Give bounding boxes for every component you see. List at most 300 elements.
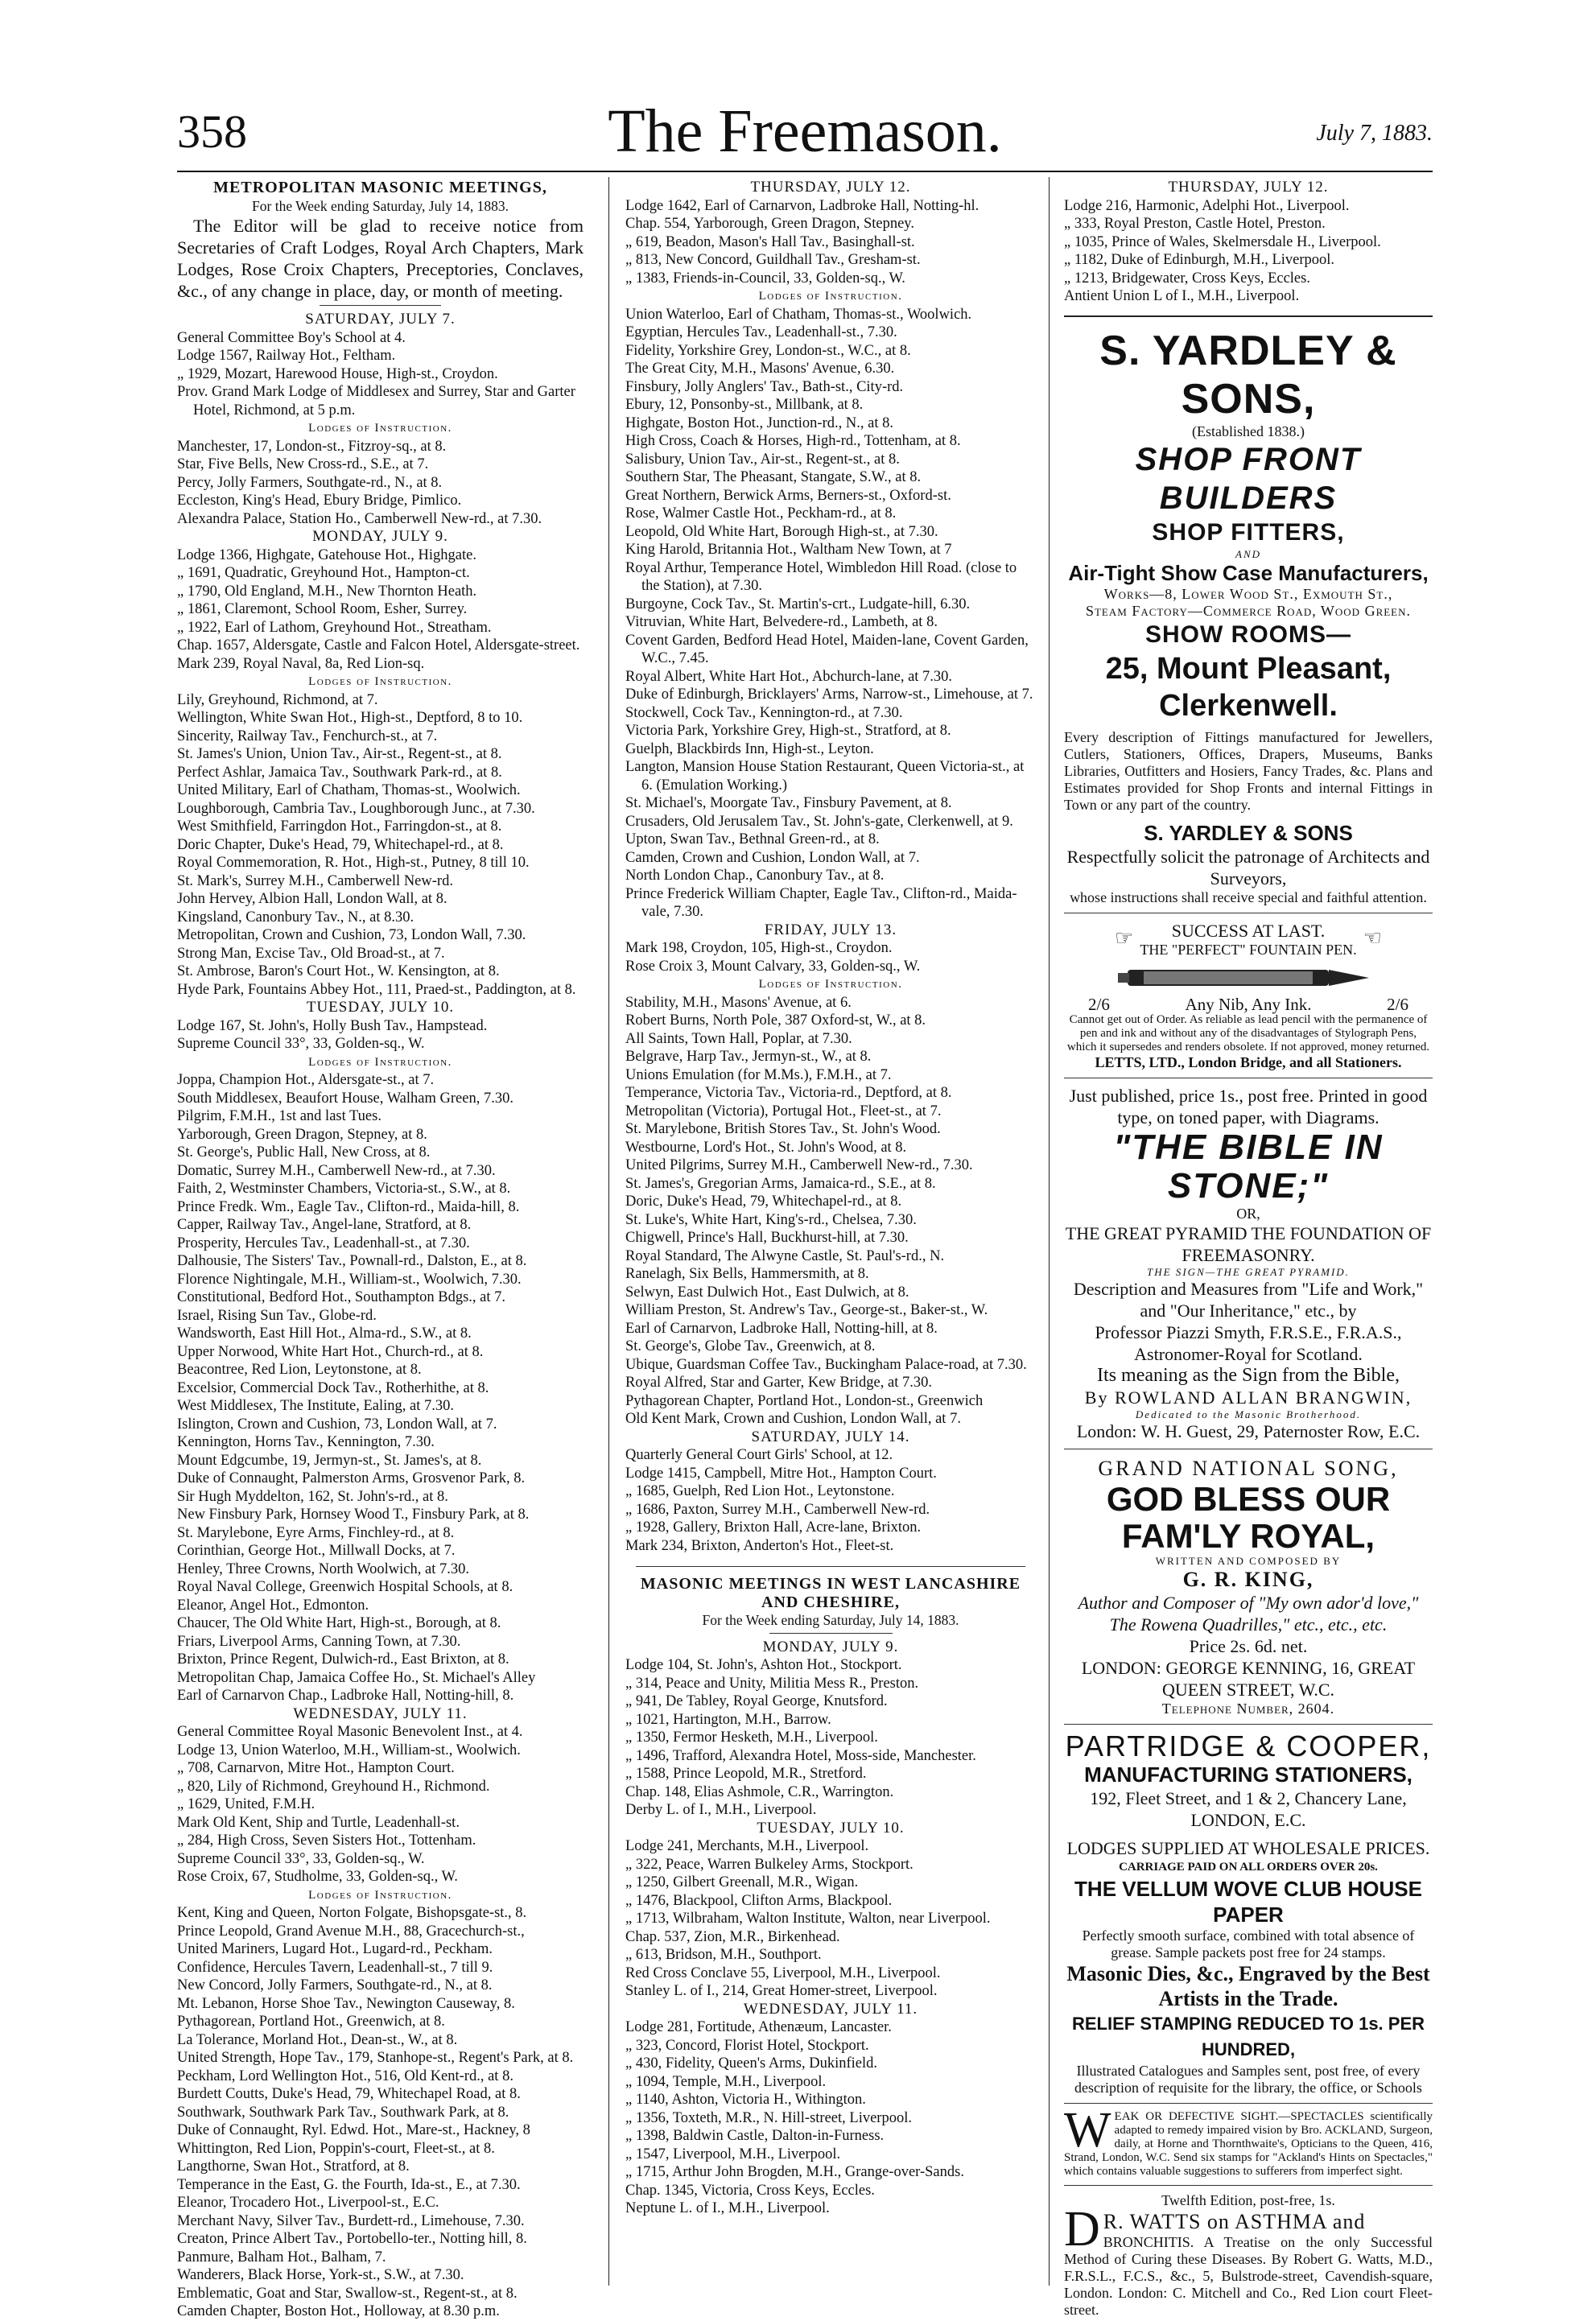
meeting-entry: Red Cross Conclave 55, Liverpool, M.H., Liverpool. bbox=[625, 1964, 941, 1981]
meeting-entry: Wandsworth, East Hill Hot., Alma-rd., S.W., at 8. bbox=[177, 1325, 472, 1342]
meeting-entry: Eleanor, Angel Hot., Edmonton. bbox=[177, 1597, 369, 1614]
bible-meaning: Its meaning as the Sign from the Bible, bbox=[1097, 1365, 1400, 1386]
meeting-entry: Victoria Park, Yorkshire Grey, High-st., Stratford, at 8. bbox=[625, 723, 951, 739]
yardley-show-rooms: SHOW ROOMS— bbox=[1145, 620, 1351, 648]
meeting-entry: King Harold, Britannia Hot., Waltham New Town, at 7 bbox=[625, 542, 952, 558]
meeting-entry: Brixton, Prince Regent, Dulwich-rd., East Brixton, at 8. bbox=[177, 1651, 509, 1668]
meeting-entry: „ 1476, Blackpool, Clifton Arms, Blackpool. bbox=[625, 1892, 893, 1909]
meeting-entry: United Strength, Hope Tav., 179, Stanhope-st., Regent's Park, at 8. bbox=[177, 2050, 574, 2066]
meeting-entry: „ 1250, Gilbert Greenall, M.R., Wigan. bbox=[625, 1874, 859, 1890]
yardley-solicit: Respectfully solicit the patronage of Architects and Surveyors, bbox=[1066, 846, 1430, 888]
song-title: GOD BLESS OUR FAM'LY ROYAL, bbox=[1106, 1480, 1391, 1555]
meeting-entry: „ 1790, Old England, M.H., New Thornton Heath. bbox=[177, 583, 477, 600]
day-heading: MONDAY, JULY 9. bbox=[762, 1638, 899, 1655]
meeting-entry: „ 1182, Duke of Edinburgh, M.H., Liverpool. bbox=[1064, 252, 1335, 268]
meeting-entry: Lily, Greyhound, Richmond, at 7. bbox=[177, 691, 378, 708]
meeting-entry: Camden Chapter, Boston Hot., Holloway, at 8.30 p.m. bbox=[177, 2303, 500, 2319]
meeting-entry: „ 1350, Fermor Hesketh, M.H., Liverpool. bbox=[625, 1729, 878, 1746]
meeting-entry: „ 1356, Toxteth, M.R., N. Hill-street, Liverpool. bbox=[625, 2109, 912, 2126]
yardley-body: Every description of Fittings manufactured for Jewellers, Cutlers, Stationers, Offices, Drapers, Museums, Banks Libraries, Outfitters and Hosiers, Fancy Trades, &c. Plans and Estimates provided for Shop Fronts and internal Fittings in Town or any part of the country. bbox=[1064, 728, 1433, 813]
meeting-entry: Unions Emulation (for M.Ms.), F.M.H., at 7. bbox=[625, 1066, 892, 1083]
meeting-entry: Mt. Lebanon, Horse Shoe Tav., Newington Causeway, 8. bbox=[177, 1995, 515, 2012]
meeting-entry: Metropolitan (Victoria), Portugal Hot., Fleet-st., at 7. bbox=[625, 1103, 942, 1119]
meeting-entry: Guelph, Blackbirds Inn, High-st., Leyton. bbox=[625, 740, 874, 757]
meeting-entry: Covent Garden, Bedford Head Hotel, Maiden-lane, Covent Garden, W.C., 7.45. bbox=[625, 632, 1029, 666]
meeting-entry: Manchester, 17, London-st., Fitzroy-sq., at 8. bbox=[177, 438, 447, 455]
meeting-entry: Whittington, Red Lion, Poppin's-court, Fleet-st., at 8. bbox=[177, 2140, 495, 2157]
meeting-entry: „ 1021, Hartington, M.H., Barrow. bbox=[625, 1711, 831, 1728]
meeting-entry: Upton, Swan Tav., Bethnal Green-rd., at 8. bbox=[625, 831, 880, 847]
meeting-entry: „ 1547, Liverpool, M.H., Liverpool. bbox=[625, 2146, 841, 2162]
pen-subheadline: THE "PERFECT" FOUNTAIN PEN. bbox=[1140, 941, 1357, 958]
meeting-entry: Lodge 1366, Highgate, Gatehouse Hot., Highgate. bbox=[177, 546, 476, 563]
sight-text: EAK OR DEFECTIVE SIGHT.—SPECTACLES scientifically adapted to remedy impaired vision by Bro. ACKLAND, Surgeon, daily, at Horne and Thornthwaite's, Opticians to the Queen, 416, Strand, London, W.C. Send six stamps for "Ackland's Hints on Spectacles," which contains valuable suggestions to sufferers from imperfect sight. bbox=[1064, 2110, 1433, 2178]
meeting-entry: Creaton, Prince Albert Tav., Portobello-ter., Notting hill, 8. bbox=[177, 2231, 527, 2247]
meeting-entry: „ 1094, Temple, M.H., Liverpool. bbox=[625, 2073, 827, 2090]
meeting-entry: Wanderers, Black Horse, York-st., S.W., at 7.30. bbox=[177, 2267, 464, 2283]
bible-subtitle: THE GREAT PYRAMID THE FOUNDATION OF FREEMASONRY. bbox=[1065, 1223, 1432, 1265]
meeting-entry: „ 323, Concord, Florist Hotel, Stockport. bbox=[625, 2037, 869, 2054]
meeting-entry: Chap. 1657, Aldersgate, Castle and Falcon Hotel, Aldersgate-street. bbox=[177, 637, 580, 653]
partridge-dies: Masonic Dies, &c., Engraved by the Best Artists in the Trade. bbox=[1066, 1962, 1430, 2010]
meeting-entry: Confidence, Hercules Tavern, Leadenhall-st., 7 till 9. bbox=[177, 1959, 493, 1976]
meeting-entry: Stanley L. of I., 214, Great Homer-street, Liverpool. bbox=[625, 1983, 938, 1999]
national-song-advertisement bbox=[1064, 1456, 1433, 1717]
meeting-entry: Doric Chapter, Duke's Head, 79, Whitechapel-rd., at 8. bbox=[177, 836, 504, 853]
meeting-entry: Highgate, Boston Hot., Junction-rd., N., at 8. bbox=[625, 414, 893, 431]
bible-professor: Professor Piazzi Smyth, F.R.S.E., F.R.A.S., Astronomer-Royal for Scotland. bbox=[1095, 1322, 1402, 1364]
meeting-entry: „ 1928, Gallery, Brixton Hall, Acre-lane, Brixton. bbox=[625, 1519, 922, 1536]
meeting-entry: St. Mark's, Surrey M.H., Camberwell New-rd. bbox=[177, 872, 453, 889]
song-publisher: LONDON: GEORGE KENNING, 16, GREAT QUEEN STREET, W.C. bbox=[1081, 1658, 1416, 1700]
bible-dedicated: Dedicated to the Masonic Brotherhood. bbox=[1135, 1408, 1362, 1420]
pen-price-row bbox=[1064, 996, 1433, 1014]
spectacles-advertisement bbox=[1064, 2103, 1433, 2179]
yardley-works: Works—8, Lower Wood St., Exmouth St., bbox=[1103, 585, 1393, 602]
meeting-entry: Camden, Crown and Cushion, London Wall, at 7. bbox=[625, 849, 920, 866]
song-heading: GRAND NATIONAL SONG, bbox=[1098, 1457, 1399, 1480]
editor-note: The Editor will be glad to receive notice from Secretaries of Craft Lodges, Royal Arch Chapters, Mark Lodges, Rose Croix Chapters, Preceptories, Conclaves, &c., of any change in place, day, or month of meeting. bbox=[177, 216, 584, 301]
meeting-entry: Royal Alfred, Star and Garter, Kew Bridge, at 7.30. bbox=[625, 1375, 932, 1391]
meeting-entry: Sincerity, Railway Tav., Fenchurch-st., at 7. bbox=[177, 728, 438, 744]
meeting-entry: Loughborough, Cambria Tav., Loughborough Junc., at 7.30. bbox=[177, 800, 535, 817]
meeting-entry: Royal Commemoration, R. Hot., High-st., Putney, 8 till 10. bbox=[177, 855, 530, 871]
meeting-entry: „ 813, New Concord, Guildhall Tav., Gresham-st. bbox=[625, 252, 921, 268]
meeting-entry: Chap. 554, Yarborough, Green Dragon, Stepney. bbox=[625, 216, 914, 232]
meeting-entry: „ 1140, Ashton, Victoria H., Withington. bbox=[625, 2092, 866, 2108]
lodges-of-instruction-heading: Lodges of Instruction. bbox=[308, 422, 452, 435]
meeting-entry: Antient Union L of I., M.H., Liverpool. bbox=[1064, 288, 1300, 304]
meeting-entry: Hyde Park, Fountains Abbey Hot., 111, Praed-st., Paddington, at 8. bbox=[177, 981, 576, 998]
meeting-entry: St. James's, Gregorian Arms, Jamaica-rd., S.E., at 8. bbox=[625, 1175, 936, 1192]
meeting-entry: Southwark, Southwark Park Tav., Southwark Park, at 8. bbox=[177, 2104, 509, 2121]
song-author: G. R. KING, bbox=[1182, 1568, 1314, 1591]
meeting-entry: Dalhousie, The Sisters' Tav., Pownall-rd., Dalston, E., at 8. bbox=[177, 1253, 527, 1269]
meeting-entry: Old Kent Mark, Crown and Cushion, London Wall, at 7. bbox=[625, 1411, 961, 1427]
meeting-entry: Upper Norwood, White Hart Hot., Church-rd., at 8. bbox=[177, 1343, 484, 1360]
bible-or: OR, bbox=[1236, 1206, 1260, 1222]
ad-rule bbox=[1064, 2103, 1433, 2104]
meeting-entry: „ 1929, Mozart, Harewood House, High-st., Croydon. bbox=[177, 365, 498, 382]
meeting-entry: Earl of Carnarvon, Ladbroke Hall, Notting-hill, at 8. bbox=[625, 1320, 938, 1337]
meeting-entry: Union Waterloo, Earl of Chatham, Thomas-st., Woolwich. bbox=[625, 306, 972, 323]
meeting-entry: „ 1686, Paxton, Surrey M.H., Camberwell New-rd. bbox=[625, 1501, 930, 1518]
section-rule bbox=[769, 1633, 893, 1634]
day-heading: SATURDAY, JULY 14. bbox=[751, 1428, 910, 1445]
song-credit: Author and Composer of "My own ador'd love," The Rowena Quadrilles," etc., etc., etc. bbox=[1078, 1593, 1419, 1635]
meeting-entry: St. Luke's, White Hart, King's-rd., Chelsea, 7.30. bbox=[625, 1211, 917, 1228]
column-meetings-continued bbox=[625, 179, 1036, 2291]
meeting-entry: Duke of Connaught, Ryl. Edwd. Hot., Mare-st., Hackney, 8 bbox=[177, 2122, 530, 2138]
pointing-hand-icon: ☞ bbox=[1115, 926, 1134, 950]
meeting-entry: Mark 198, Croydon, 105, High-st., Croydon. bbox=[625, 940, 893, 956]
asthma-text: BRONCHITIS. A Treatise on the only Successful Method of Curing these Diseases. By Robert G. Watts, M.D., F.R.S.L., F.C.S., &c., 5, Bulstrode-street, Cavendish-square, London. London: C. Mitchell and Co., Red Lion court Fleet-street. bbox=[1064, 2234, 1433, 2318]
meeting-entry: New Concord, Jolly Farmers, Southgate-rd., N., at 8. bbox=[177, 1977, 493, 1993]
pen-headline: SUCCESS AT LAST. bbox=[1171, 920, 1326, 941]
meeting-entry: „ 284, High Cross, Seven Sisters Hot., Tottenham. bbox=[177, 1832, 476, 1849]
yardley-established: (Established 1838.) bbox=[1192, 423, 1305, 439]
meeting-entry: „ 941, De Tabley, Royal George, Knutsford. bbox=[625, 1693, 888, 1709]
section-heading: MASONIC MEETINGS IN WEST LANCASHIRE AND CHESHIRE, bbox=[640, 1575, 1021, 1611]
meeting-entry: Burdett Coutts, Duke's Head, 79, Whitechapel Road, at 8. bbox=[177, 2086, 521, 2102]
meeting-entry: St. Michael's, Moorgate Tav., Finsbury Pavement, at 8. bbox=[625, 795, 952, 811]
pen-makers: LETTS, LTD., London Bridge, and all Stationers. bbox=[1095, 1054, 1402, 1070]
meeting-entry: Neptune L. of I., M.H., Liverpool. bbox=[625, 2200, 830, 2216]
bible-sign: THE SIGN—THE GREAT PYRAMID. bbox=[1147, 1266, 1350, 1278]
meeting-entry: „ 1685, Guelph, Red Lion Hot., Leytonstone. bbox=[625, 1483, 895, 1499]
meeting-entry: Chaucer, The Old White Hart, High-st., Borough, at 8. bbox=[177, 1615, 501, 1631]
yardley-address: 25, Mount Pleasant, Clerkenwell. bbox=[1105, 651, 1392, 723]
ad-rule bbox=[1064, 315, 1433, 317]
bible-author: By ROWLAND ALLAN BRANGWIN, bbox=[1084, 1387, 1412, 1408]
meeting-entry: Ranelagh, Six Bells, Hammersmith, at 8. bbox=[625, 1266, 869, 1282]
bible-intro: Just published, price 1s., post free. Printed in good type, on toned paper, with Diagrams. bbox=[1069, 1086, 1428, 1128]
meeting-entry: All Saints, Town Hall, Poplar, at 7.30. bbox=[625, 1030, 852, 1047]
column-divider bbox=[608, 177, 609, 2286]
fountain-pen-advertisement bbox=[1064, 920, 1433, 1072]
meeting-entry: Belgrave, Harp Tav., Jermyn-st., W., at 8. bbox=[625, 1049, 872, 1065]
meeting-entry: Leopold, Old White Hart, Borough High-st., at 7.30. bbox=[625, 523, 938, 540]
asthma-edition: Twelfth Edition, post-free, 1s. bbox=[1161, 2192, 1335, 2208]
partridge-address: 192, Fleet Street, and 1 & 2, Chancery Lane, LONDON, E.C. bbox=[1090, 1788, 1407, 1830]
lodges-of-instruction-heading: Lodges of Instruction. bbox=[308, 675, 452, 688]
meeting-entry: Lodge 13, Union Waterloo, M.H., William-st., Woolwich. bbox=[177, 1742, 521, 1758]
meeting-entry: „ 619, Beadon, Mason's Hall Tav., Basinghall-st. bbox=[625, 233, 915, 250]
meeting-entry: Prosperity, Hercules Tav., Leadenhall-st., at 7.30. bbox=[177, 1235, 470, 1251]
meeting-entry: Selwyn, East Dulwich Hot., East Dulwich, at 8. bbox=[625, 1284, 909, 1301]
yardley-airtight: Air-Tight Show Case Manufacturers, bbox=[1068, 560, 1429, 585]
meeting-entry: St. James's Union, Union Tav., Air-st., Regent-st., at 8. bbox=[177, 746, 502, 762]
meeting-entry: Doric, Duke's Head, 79, Whitechapel-rd., at 8. bbox=[625, 1193, 902, 1210]
meeting-entry: St. George's, Public Hall, New Cross, at 8. bbox=[177, 1144, 431, 1160]
meeting-entry: Peckham, Lord Wellington Hot., 516, Old Kent-rd., at 8. bbox=[177, 2067, 513, 2084]
meeting-entry: Crusaders, Old Jerusalem Tav., St. John's-gate, Clerkenwell, at 9. bbox=[625, 813, 1013, 830]
meeting-entry: New Finsbury Park, Hornsey Wood T., Finsbury Park, at 8. bbox=[177, 1507, 530, 1523]
meeting-entry: West Middlesex, The Institute, Ealing, at 7.30. bbox=[177, 1398, 454, 1414]
day-heading: FRIDAY, JULY 13. bbox=[764, 921, 897, 938]
day-heading: MONDAY, JULY 9. bbox=[312, 528, 448, 545]
yardley-tagline: SHOP FRONT BUILDERS bbox=[1135, 441, 1362, 516]
meeting-entry: Duke of Connaught, Palmerston Arms, Grosvenor Park, 8. bbox=[177, 1470, 526, 1486]
meeting-entry: Supreme Council 33°, 33, Golden-sq., W. bbox=[177, 1850, 425, 1867]
meeting-entry: Chap. 148, Elias Ashmole, C.R., Warrington. bbox=[625, 1783, 894, 1800]
partridge-lodges: LODGES SUPPLIED AT WHOLESALE PRICES. bbox=[1066, 1838, 1430, 1858]
meeting-entry: Prince Fredk. Wm., Eagle Tav., Clifton-rd., Maida-hill, 8. bbox=[177, 1198, 520, 1215]
bible-publisher: London: W. H. Guest, 29, Paternoster Row, E.C. bbox=[1076, 1421, 1421, 1441]
meeting-entry: Mount Edgcumbe, 19, Jermyn-st., St. James's, at 8. bbox=[177, 1452, 482, 1469]
meeting-entry: Lodge 167, St. John's, Holly Bush Tav., Hampstead. bbox=[177, 1017, 488, 1034]
meeting-entry: William Preston, St. Andrew's Tav., George-st., Baker-st., W. bbox=[625, 1302, 988, 1318]
meeting-entry: Eccleston, King's Head, Ebury Bridge, Pimlico. bbox=[177, 493, 462, 509]
meeting-entry: St. Ambrose, Baron's Court Hot., W. Kensington, at 8. bbox=[177, 963, 500, 979]
column-divider bbox=[1049, 177, 1050, 2286]
meeting-entry: „ 1588, Prince Leopold, M.R., Stretford. bbox=[625, 1766, 867, 1782]
newspaper-title: The Freemason. bbox=[608, 97, 1002, 165]
meeting-entry: Lodge 241, Merchants, M.H., Liverpool. bbox=[625, 1838, 869, 1854]
meeting-entry: „ 314, Peace and Unity, Militia Mess R., Preston. bbox=[625, 1675, 919, 1692]
meeting-entry: Langton, Mansion House Station Restaurant, Queen Victoria-st., at 6. (Emulation Working.) bbox=[625, 759, 1025, 794]
meeting-entry: Finsbury, Jolly Anglers' Tav., Bath-st., City-rd. bbox=[625, 378, 904, 395]
pen-headline-row bbox=[1064, 920, 1433, 958]
masthead-rule bbox=[177, 171, 1433, 172]
meeting-entry: Metropolitan Chap, Jamaica Coffee Ho., St. Michael's Alley bbox=[177, 1669, 536, 1686]
lodges-of-instruction-heading: Lodges of Instruction. bbox=[758, 290, 903, 303]
meeting-entry: Domatic, Surrey M.H., Camberwell New-rd., at 7.30. bbox=[177, 1162, 496, 1179]
meeting-entry: Lodge 216, Harmonic, Adelphi Hot., Liverpool. bbox=[1064, 197, 1350, 214]
meeting-entry: Florence Nightingale, M.H., William-st., Woolwich, 7.30. bbox=[177, 1271, 522, 1288]
meeting-entry: Merchant Navy, Silver Tav., Burdett-rd., Limehouse, 7.30. bbox=[177, 2212, 525, 2229]
section-rule bbox=[636, 1566, 1026, 1567]
meeting-entry: The Great City, M.H., Masons' Avenue, 6.30. bbox=[625, 361, 895, 377]
meeting-entry: „ 322, Peace, Warren Bulkeley Arms, Stockport. bbox=[625, 1856, 913, 1873]
section-subheading: For the Week ending Saturday, July 14, 1883. bbox=[702, 1612, 959, 1628]
meeting-entry: West Smithfield, Farringdon Hot., Farringdon-st., at 8. bbox=[177, 818, 502, 835]
meeting-entry: „ 1691, Quadratic, Greyhound Hot., Hampton-ct. bbox=[177, 565, 470, 581]
meeting-entry: Capper, Railway Tav., Angel-lane, Stratford, at 8. bbox=[177, 1217, 472, 1233]
ad-rule bbox=[1064, 2185, 1433, 2186]
meeting-entry: Friars, Liverpool Arms, Canning Town, at 7.30. bbox=[177, 1633, 461, 1650]
meeting-entry: General Committee Boy's School at 4. bbox=[177, 329, 406, 346]
day-heading: WEDNESDAY, JULY 11. bbox=[293, 1705, 468, 1722]
meeting-entry: Supreme Council 33°, 33, Golden-sq., W. bbox=[177, 1036, 425, 1052]
meeting-entry: Emblematic, Goat and Star, Swallow-st., Regent-st., at 8. bbox=[177, 2285, 518, 2302]
issue-date: July 7, 1883. bbox=[1316, 121, 1433, 146]
meeting-entry: Wellington, White Swan Hot., High-st., Deptford, 8 to 10. bbox=[177, 710, 523, 726]
section-heading: METROPOLITAN MASONIC MEETINGS, bbox=[213, 179, 547, 196]
meeting-entry: Mark Old Kent, Ship and Turtle, Leadenhall-st. bbox=[177, 1814, 460, 1831]
meeting-entry: „ 1213, Bridgewater, Cross Keys, Eccles. bbox=[1064, 270, 1310, 287]
meeting-entry: Stability, M.H., Masons' Avenue, at 6. bbox=[625, 994, 852, 1011]
meeting-entry: „ 708, Carnarvon, Mitre Hot., Hampton Court. bbox=[177, 1760, 455, 1776]
meeting-entry: Perfect Ashlar, Jamaica Tav., Southwark Park-rd., at 8. bbox=[177, 764, 502, 781]
asthma-advertisement bbox=[1064, 2192, 1433, 2319]
meeting-entry: Excelsior, Commercial Dock Tav., Rotherhithe, at 8. bbox=[177, 1379, 489, 1396]
meeting-entry: Panmure, Balham Hot., Balham, 7. bbox=[177, 2249, 386, 2265]
meeting-entry: Mark 234, Brixton, Anderton's Hot., Fleet-st. bbox=[625, 1537, 894, 1554]
day-heading: THURSDAY, JULY 12. bbox=[1168, 179, 1329, 196]
day-heading: THURSDAY, JULY 12. bbox=[750, 179, 911, 196]
meeting-entry: Chigwell, Prince's Hall, Buckhurst-hill, at 7.30. bbox=[625, 1230, 909, 1246]
meeting-entry: Kingsland, Canonbury Tav., N., at 8.30. bbox=[177, 909, 414, 926]
meeting-entry: Westbourne, Lord's Hot., St. John's Wood, at 8. bbox=[625, 1139, 907, 1156]
meeting-entry: „ 1383, Friends-in-Council, 33, Golden-sq., W. bbox=[625, 270, 905, 287]
bible-title: "THE BIBLE IN STONE;" bbox=[1113, 1128, 1384, 1206]
meeting-entry: Fidelity, Yorkshire Grey, London-st., W.C., at 8. bbox=[625, 342, 911, 359]
meeting-entry: South Middlesex, Beaufort House, Walham Green, 7.30. bbox=[177, 1090, 513, 1107]
meeting-entry: Lodge 281, Fortitude, Athenæum, Lancaster. bbox=[625, 2019, 892, 2035]
meeting-entry: Yarborough, Green Dragon, Stepney, at 8. bbox=[177, 1126, 427, 1143]
partridge-carriage: CARRIAGE PAID ON ALL ORDERS OVER 20s. bbox=[1119, 1861, 1378, 1874]
bible-in-stone-advertisement bbox=[1064, 1085, 1433, 1442]
meeting-entry: Royal Standard, The Alwyne Castle, St. Paul's-rd., N. bbox=[625, 1247, 945, 1264]
asthma-dropcap: D bbox=[1064, 2202, 1100, 2257]
day-heading: SATURDAY, JULY 7. bbox=[305, 311, 456, 328]
partridge-cooper-advertisement bbox=[1064, 1731, 1433, 2096]
meeting-entry: Rose Croix, 67, Studholme, 33, Golden-sq., W. bbox=[177, 1869, 458, 1885]
partridge-name: PARTRIDGE & COOPER, bbox=[1065, 1729, 1432, 1762]
lodges-of-instruction-heading: Lodges of Instruction. bbox=[308, 1055, 452, 1069]
meeting-entry: St. Marylebone, Eyre Arms, Finchley-rd., at 8. bbox=[177, 1524, 455, 1541]
meeting-entry: United Pilgrims, Surrey M.H., Camberwell New-rd., 7.30. bbox=[625, 1157, 973, 1173]
meeting-entry: Strong Man, Excise Tav., Old Broad-st., at 7. bbox=[177, 945, 445, 962]
partridge-vellum: THE VELLUM WOVE CLUB HOUSE PAPER bbox=[1074, 1877, 1422, 1927]
meeting-entry: Constitutional, Bedford Hot., Southampton Bdgs., at 7. bbox=[177, 1289, 506, 1305]
meeting-entry: Ubique, Guardsman Coffee Tav., Buckingham Palace-road, at 7.30. bbox=[625, 1356, 1027, 1373]
meeting-entry: Joppa, Champion Hot., Aldersgate-st., at 7. bbox=[177, 1072, 435, 1088]
meeting-entry: „ 1861, Claremont, School Room, Esher, Surrey. bbox=[177, 601, 468, 617]
section-rule bbox=[320, 305, 442, 306]
song-written-by: WRITTEN AND COMPOSED BY bbox=[1155, 1555, 1342, 1567]
meeting-entry: Henley, Three Crowns, North Woolwich, at 7.30. bbox=[177, 1560, 469, 1577]
yardley-advertisement bbox=[1064, 327, 1433, 906]
song-telephone: Telephone Number, 2604. bbox=[1161, 1701, 1335, 1717]
masthead bbox=[177, 97, 1433, 169]
meeting-entry: Salisbury, Union Tav., Air-st., Regent-st., at 8. bbox=[625, 451, 900, 468]
meeting-entry: United Military, Earl of Chatham, Thomas-st., Woolwich. bbox=[177, 782, 521, 798]
meeting-entry: La Tolerance, Morland Hot., Dean-st., W., at 8. bbox=[177, 2031, 458, 2048]
meeting-entry: Egyptian, Hercules Tav., Leadenhall-st., 7.30. bbox=[625, 324, 897, 340]
meeting-entry: Alexandra Palace, Station Ho., Camberwell New-rd., at 7.30. bbox=[177, 510, 542, 527]
meeting-entry: Metropolitan, Crown and Cushion, 73, London Wall, 7.30. bbox=[177, 927, 526, 943]
meeting-entry: Stockwell, Cock Tav., Kennington-rd., at 7.30. bbox=[625, 704, 903, 721]
meeting-entry: „ 430, Fidelity, Queen's Arms, Dukinfield. bbox=[625, 2055, 878, 2072]
lodges-of-instruction-heading: Lodges of Instruction. bbox=[758, 978, 903, 991]
meeting-entry: Pythagorean Chapter, Portland Hot., London-st., Greenwich bbox=[625, 1392, 984, 1409]
meeting-entry: Southern Star, The Pheasant, Stangate, S.W., at 8. bbox=[625, 469, 922, 485]
meeting-entry: „ 333, Royal Preston, Castle Hotel, Preston. bbox=[1064, 216, 1326, 232]
meeting-entry: Corinthian, George Hot., Millwall Docks, at 7. bbox=[177, 1543, 456, 1559]
sight-dropcap: W bbox=[1064, 2103, 1111, 2158]
meeting-entry: Prov. Grand Mark Lodge of Middlesex and Surrey, Star and Garter Hotel, Richmond, at 5 p.m. bbox=[177, 384, 575, 418]
meeting-entry: General Committee Royal Masonic Benevolent Inst., at 4. bbox=[177, 1724, 523, 1740]
meeting-entry: North London Chap., Canonbury Tav., at 8. bbox=[625, 868, 885, 884]
meeting-entry: „ 613, Bridson, M.H., Southport. bbox=[625, 1947, 822, 1963]
meeting-entry: Prince Leopold, Grand Avenue M.H., 88, Gracechurch-st., bbox=[177, 1923, 525, 1940]
meeting-entry: „ 1713, Wilbraham, Walton Institute, Walton, near Liverpool. bbox=[625, 1911, 991, 1927]
meeting-entry: Mark 239, Royal Naval, 8a, Red Lion-sq. bbox=[177, 655, 425, 672]
meeting-entry: Duke of Edinburgh, Bricklayers' Arms, Narrow-st., Limehouse, at 7. bbox=[625, 686, 1033, 703]
meeting-entry: „ 1398, Baldwin Castle, Dalton-in-Furness. bbox=[625, 2128, 885, 2144]
pointing-hand-left-icon: ☜ bbox=[1363, 926, 1382, 950]
meeting-entry: „ 1629, United, F.M.H. bbox=[177, 1796, 315, 1812]
pen-price-left: 2/6 bbox=[1088, 994, 1110, 1014]
meeting-entry: Quarterly General Court Girls' School, at 12. bbox=[625, 1447, 893, 1463]
meeting-entry: „ 1035, Prince of Wales, Skelmersdale H., Liverpool. bbox=[1064, 233, 1381, 250]
yardley-and: AND bbox=[1235, 547, 1261, 560]
meeting-entry: Burgoyne, Cock Tav., St. Martin's-crt., Ludgate-hill, 6.30. bbox=[625, 596, 971, 612]
section-subheading: For the Week ending Saturday, July 14, 1883. bbox=[252, 197, 509, 214]
meeting-entry: Royal Albert, White Hart Hot., Abchurch-lane, at 7.30. bbox=[625, 668, 953, 685]
meeting-entry: Star, Five Bells, New Cross-rd., S.E., at 7. bbox=[177, 456, 429, 472]
meeting-entry: Eleanor, Trocadero Hot., Liverpool-st., E.C. bbox=[177, 2195, 439, 2211]
column-advertisements bbox=[1064, 179, 1433, 2318]
meeting-entry: Robert Burns, North Pole, 387 Oxford-st, W., at 8. bbox=[625, 1012, 926, 1029]
meeting-entry: Islington, Crown and Cushion, 73, London Wall, at 7. bbox=[177, 1416, 497, 1433]
meeting-entry: Israel, Rising Sun Tav., Globe-rd. bbox=[177, 1307, 377, 1324]
meeting-entry: „ 1715, Arthur John Brogden, M.H., Grange-over-Sands. bbox=[625, 2164, 964, 2180]
meeting-entry: Faith, 2, Westminster Chambers, Victoria-st., S.W., at 8. bbox=[177, 1181, 511, 1197]
asthma-title: R. WATTS on ASTHMA and bbox=[1103, 2210, 1366, 2233]
yardley-name: S. YARDLEY & SONS, bbox=[1099, 327, 1397, 423]
partridge-trade: MANUFACTURING STATIONERS, bbox=[1084, 1762, 1412, 1787]
meeting-entry: Prince Frederick William Chapter, Eagle Tav., Clifton-rd., Maida-vale, 7.30. bbox=[625, 885, 1017, 920]
pen-price-right: 2/6 bbox=[1387, 994, 1408, 1014]
partridge-smooth: Perfectly smooth surface, combined with total absence of grease. Sample packets post free for 24 stamps. bbox=[1082, 1927, 1415, 1960]
ad-rule bbox=[1064, 1724, 1433, 1725]
meeting-entry: Sir Hugh Myddelton, 162, St. John's-rd., at 8. bbox=[177, 1488, 448, 1505]
meeting-entry: „ 1922, Earl of Lathom, Greyhound Hot., Streatham. bbox=[177, 619, 492, 636]
meeting-entry: Pilgrim, F.M.H., 1st and last Tues. bbox=[177, 1108, 381, 1124]
meeting-entry: Kent, King and Queen, Norton Folgate, Bishopsgate-st., 8. bbox=[177, 1905, 527, 1921]
pen-any-nib: Any Nib, Any Ink. bbox=[1185, 994, 1312, 1014]
meeting-entry: Langthorne, Swan Hot., Stratford, at 8. bbox=[177, 2158, 410, 2175]
thursday-lancashire-list bbox=[1064, 179, 1433, 306]
meeting-entry: Lodge 1567, Railway Hot., Feltham. bbox=[177, 348, 396, 364]
meeting-entry: Lodge 1415, Campbell, Mitre Hot., Hampton Court. bbox=[625, 1465, 937, 1482]
song-price: Price 2s. 6d. net. bbox=[1189, 1636, 1308, 1656]
yardley-fitters: SHOP FITTERS, bbox=[1152, 518, 1345, 546]
meeting-entry: John Hervey, Albion Hall, London Wall, at 8. bbox=[177, 891, 447, 907]
meeting-entry: Rose Croix 3, Mount Calvary, 33, Golden-sq., W. bbox=[625, 958, 921, 975]
meeting-entry: United Mariners, Lugard Hot., Lugard-rd., Peckham. bbox=[177, 1941, 493, 1957]
meeting-entry: Percy, Jolly Farmers, Southgate-rd., N., at 8. bbox=[177, 474, 443, 491]
day-heading: TUESDAY, JULY 10. bbox=[757, 1819, 905, 1837]
meeting-entry: St. George's, Globe Tav., Greenwich, at 8. bbox=[625, 1338, 876, 1354]
yardley-steam-factory: Steam Factory—Commerce Road, Wood Green. bbox=[1085, 602, 1412, 619]
pen-body: Cannot get out of Order. As reliable as lead pencil with the permanence of pen and ink and without any of the disadvantages of Stylograph Pens, which it supersedes and renders obsolete. If not approved, money returned. bbox=[1066, 1013, 1430, 1053]
yardley-instructions: whose instructions shall receive special and faithful attention. bbox=[1070, 888, 1427, 905]
meeting-entry: „ 820, Lily of Richmond, Greyhound H., Richmond. bbox=[177, 1778, 490, 1795]
meeting-entry: Vitruvian, White Hart, Belvedere-rd., Lambeth, at 8. bbox=[625, 614, 938, 630]
meeting-entry: St. Marylebone, British Stores Tav., St. John's Wood. bbox=[625, 1121, 941, 1137]
column-metropolitan-meetings bbox=[177, 179, 584, 2319]
meeting-entry: Kennington, Horns Tav., Kennington, 7.30. bbox=[177, 1434, 435, 1450]
meeting-entry: Chap. 537, Zion, M.R., Birkenhead. bbox=[625, 1928, 840, 1945]
meeting-entry: Royal Arthur, Temperance Hotel, Wimbledon Hill Road. (close to the Station), at 7.30. bbox=[625, 559, 1017, 594]
meeting-entry: „ 1496, Trafford, Alexandra Hotel, Moss-side, Manchester. bbox=[625, 1747, 976, 1764]
day-heading: TUESDAY, JULY 10. bbox=[306, 999, 455, 1016]
meeting-entry: Temperance, Victoria Tav., Victoria-rd., Deptford, at 8. bbox=[625, 1085, 952, 1101]
partridge-catalogues: Illustrated Catalogues and Samples sent, post free, of every description of requisite for the library, the office, or Schools bbox=[1074, 2063, 1422, 2096]
yardley-name-repeat: S. YARDLEY & SONS bbox=[1144, 820, 1353, 845]
meeting-entry: Temperance in the East, G. the Fourth, Ida-st., E., at 7.30. bbox=[177, 2176, 521, 2193]
meeting-entry: Chap. 1345, Victoria, Cross Keys, Eccles. bbox=[625, 2182, 875, 2199]
meeting-entry: Great Northern, Berwick Arms, Berners-st., Oxford-st. bbox=[625, 487, 951, 504]
day-heading: WEDNESDAY, JULY 11. bbox=[743, 2000, 918, 2018]
partridge-relief: RELIEF STAMPING REDUCED TO 1s. PER HUNDRED, bbox=[1071, 2014, 1425, 2059]
meeting-entry: Royal Naval College, Greenwich Hospital Schools, at 8. bbox=[177, 1579, 513, 1595]
meeting-entry: Lodge 104, St. John's, Ashton Hot., Stockport. bbox=[625, 1657, 902, 1673]
